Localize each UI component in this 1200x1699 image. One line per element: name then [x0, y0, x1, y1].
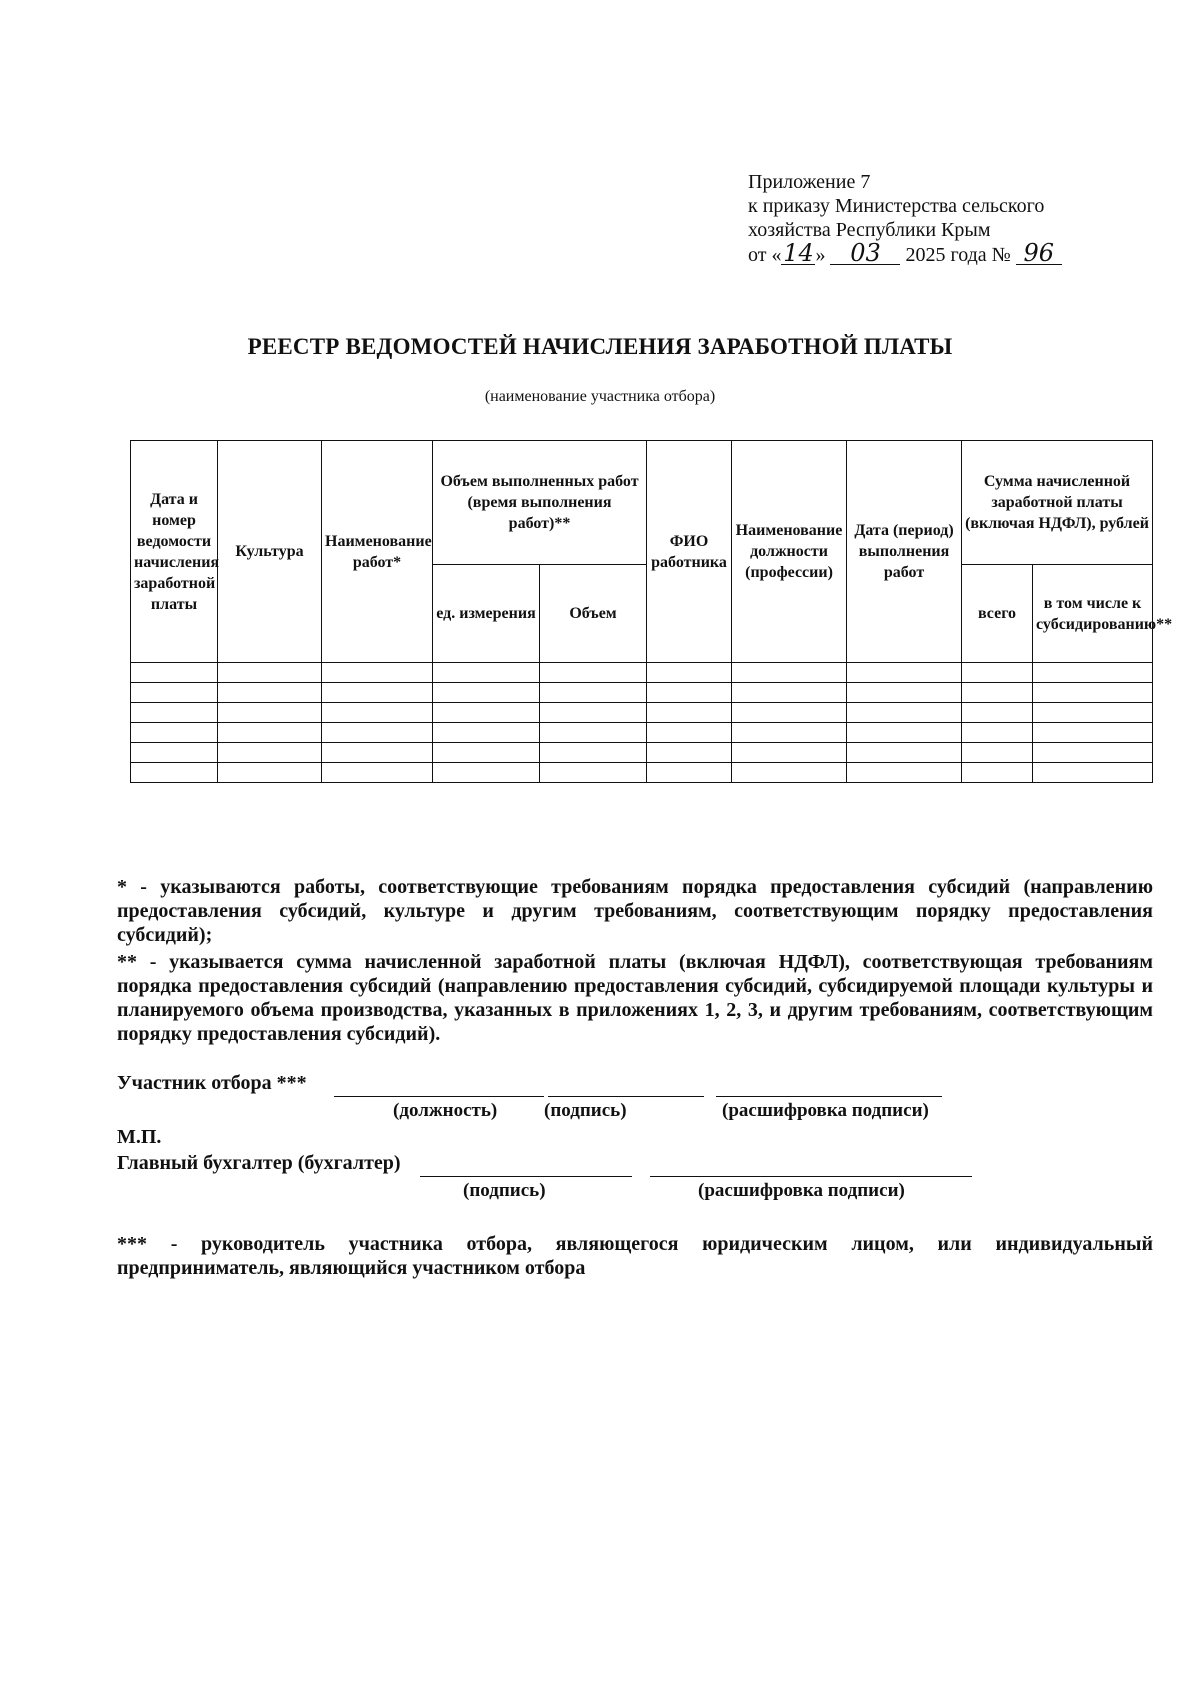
acc-decoding-line	[650, 1176, 972, 1177]
order-number: 96	[1016, 242, 1062, 265]
appendix-date-line	[748, 239, 1108, 267]
header-period: Дата (период) выполнения работ	[847, 441, 962, 663]
table-row	[131, 663, 1153, 683]
decoding-caption: (расшифровка подписи)	[722, 1100, 929, 1121]
stamp-label: М.П.	[117, 1126, 162, 1148]
document-title: РЕЕСТР ВЕДОМОСТЕЙ НАЧИСЛЕНИЯ ЗАРАБОТНОЙ ПЛАТЫ	[247, 334, 953, 359]
footnote-3: *** - руководитель участника отбора, являющегося юридическим лицом, или индивидуальный предприниматель, являющийся участником отбора	[117, 1233, 1153, 1279]
date-prefix: от «	[748, 244, 782, 266]
decoding-line	[716, 1096, 942, 1097]
footnote-2: ** - указывается сумма начисленной заработной платы (включая НДФЛ), соответствующая требованиям порядка предоставления субсидий (направлению предоставления субсидий, субсидируемой площади культуры и планируемого объема производства, указанных в приложениях 1, 2, 3, и другим требованиям, соответствующим порядку предоставления субсидий).	[117, 951, 1153, 1045]
participant-label: Участник отбора ***	[117, 1072, 307, 1094]
table-row	[131, 723, 1153, 743]
accountant-label: Главный бухгалтер (бухгалтер)	[117, 1152, 401, 1174]
acc-signature-line	[420, 1176, 632, 1177]
header-subsidy: в том числе к субсидированию**	[1033, 565, 1153, 663]
participant-name-caption: (наименование участника отбора)	[484, 388, 716, 405]
date-day: 14	[783, 239, 814, 267]
date-mid: »	[815, 244, 826, 266]
header-culture: Культура	[218, 441, 322, 663]
header-sum-group: Сумма начисленной заработной платы (включая НДФЛ), рублей	[962, 441, 1153, 565]
header-date-number: Дата и номер ведомости начисления заработной платы	[131, 441, 218, 663]
table-row	[131, 703, 1153, 723]
signature-caption: (подпись)	[544, 1100, 627, 1121]
header-total: всего	[962, 565, 1033, 663]
appendix-ministry-line: хозяйства Республики Крым	[748, 219, 991, 241]
header-unit: ед. измерения	[433, 565, 540, 663]
table-row	[131, 683, 1153, 703]
date-month: 03	[830, 242, 900, 265]
header-volume: Объем	[540, 565, 647, 663]
signature-line	[548, 1096, 704, 1097]
date-year: 2025 года №	[905, 244, 1011, 266]
acc-decoding-caption: (расшифровка подписи)	[698, 1180, 905, 1201]
appendix-header	[748, 170, 1108, 267]
register-table	[130, 440, 1173, 783]
footnote-1: * - указываются работы, соответствующие требованиям порядка предоставления субсидий (направлению предоставления субсидий, культуре и другим требованиям, соответствующим порядку предоставления субсидий);	[117, 876, 1153, 946]
header-volume-group: Объем выполненных работ (время выполнения работ)**	[433, 441, 647, 565]
table-row	[131, 763, 1153, 783]
acc-signature-caption: (подпись)	[463, 1180, 546, 1201]
appendix-order-line: к приказу Министерства сельского	[748, 195, 1045, 217]
header-fio: ФИО работника	[647, 441, 732, 663]
position-caption: (должность)	[393, 1100, 498, 1121]
header-position: Наименование должности (профессии)	[732, 441, 847, 663]
header-work-name: Наименование работ*	[322, 441, 433, 663]
appendix-number: Приложение 7	[748, 171, 871, 193]
position-line	[334, 1096, 544, 1097]
table-row	[131, 743, 1153, 763]
